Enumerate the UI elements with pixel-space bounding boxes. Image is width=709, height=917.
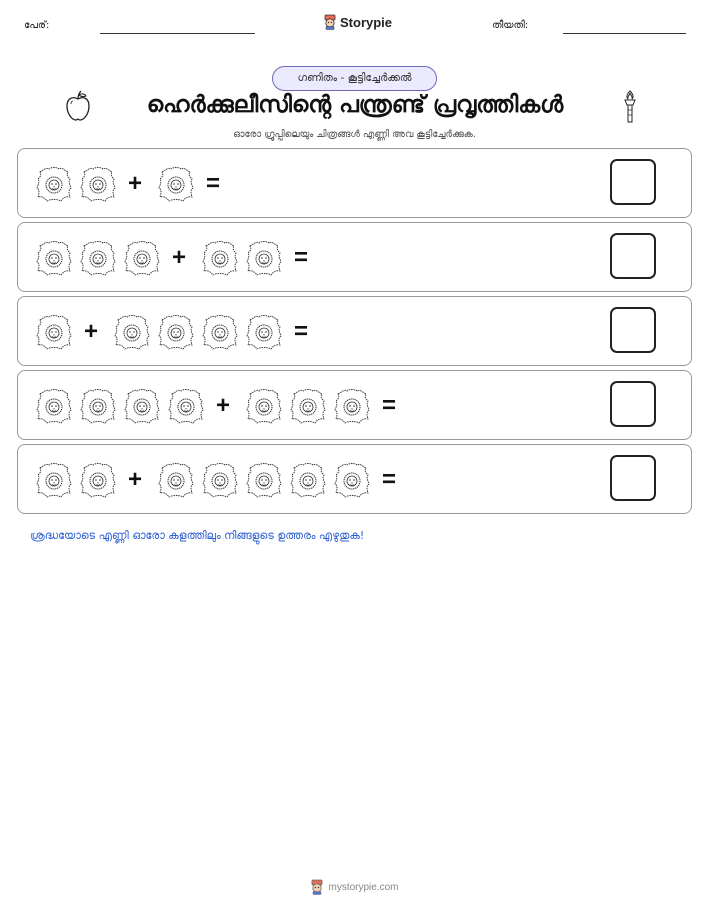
lion-pelt-icon: [122, 238, 162, 278]
equals-sign: =: [206, 170, 221, 197]
answer-box[interactable]: [610, 159, 656, 205]
date-field-line[interactable]: [563, 33, 686, 34]
worksheet-header: [0, 14, 709, 38]
lion-pelt-icon: [34, 460, 74, 500]
site-url[interactable]: mystorypie.com: [328, 881, 399, 893]
storypie-mascot-icon: [310, 879, 324, 895]
lion-pelt-icon: [288, 460, 328, 500]
name-field-line[interactable]: [100, 33, 255, 34]
lion-pelt-icon: [200, 312, 240, 352]
lion-pelt-icon: [34, 386, 74, 426]
lion-pelt-icon: [156, 460, 196, 500]
lion-pelt-icon: [166, 386, 206, 426]
date-label: തീയതി:: [492, 20, 529, 31]
brand-name: Storypie: [340, 14, 393, 30]
lion-pelt-icon: [122, 386, 162, 426]
lion-pelt-icon: [112, 312, 152, 352]
lion-pelt-icon: [332, 460, 372, 500]
plus-sign: +: [128, 170, 143, 197]
equals-sign: =: [294, 244, 309, 271]
lion-pelt-icon: [244, 238, 284, 278]
title-row: [0, 88, 709, 126]
problem-row: [17, 296, 692, 366]
lion-pelt-icon: [244, 460, 284, 500]
site-footer: [0, 879, 709, 895]
lion-pelt-icon: [78, 238, 118, 278]
problem-equation: [34, 297, 322, 367]
footer-note: ശ്രദ്ധയോടെ എണ്ണി ഓരോ കളത്തിലും നിങ്ങളുടെ ഉത്തരം എഴുതുക!: [30, 529, 365, 542]
lion-pelt-icon: [78, 460, 118, 500]
lion-pelt-icon: [244, 312, 284, 352]
problem-equation: [34, 445, 410, 515]
lion-pelt-icon: [34, 238, 74, 278]
lion-pelt-icon: [34, 312, 74, 352]
lion-pelt-icon: [200, 460, 240, 500]
plus-sign: +: [172, 244, 187, 271]
answer-box[interactable]: [610, 455, 656, 501]
lion-pelt-icon: [156, 164, 196, 204]
plus-sign: +: [128, 466, 143, 493]
lion-pelt-icon: [200, 238, 240, 278]
lion-pelt-icon: [78, 386, 118, 426]
answer-box[interactable]: [610, 381, 656, 427]
answer-box[interactable]: [610, 307, 656, 353]
brand-logo: [323, 14, 392, 30]
problem-equation: [34, 149, 234, 219]
answer-box[interactable]: [610, 233, 656, 279]
name-label: പേര്:: [24, 20, 50, 31]
problem-row: [17, 148, 692, 218]
lion-pelt-icon: [332, 386, 372, 426]
lion-pelt-icon: [34, 164, 74, 204]
torch-icon: [622, 90, 638, 124]
lion-pelt-icon: [288, 386, 328, 426]
problem-row: [17, 222, 692, 292]
problem-row: [17, 370, 692, 440]
page-title: ഹെർക്കുലീസിന്റെ പന്ത്രണ്ട് പ്രവൃത്തികൾ: [146, 92, 564, 118]
apple-icon: [64, 90, 92, 122]
plus-sign: +: [216, 392, 231, 419]
problem-equation: [34, 223, 322, 293]
lion-pelt-icon: [156, 312, 196, 352]
plus-sign: +: [84, 318, 99, 345]
equals-sign: =: [382, 466, 397, 493]
storypie-mascot-icon: [323, 14, 337, 30]
lion-pelt-icon: [244, 386, 284, 426]
problem-row: [17, 444, 692, 514]
problem-equation: [34, 371, 410, 441]
instructions: ഓരോ ഗ്രൂപ്പിലെയും ചിത്രങ്ങൾ എണ്ണി അവ കൂട്ടിച്ചേർക്കുക.: [233, 129, 476, 140]
equals-sign: =: [382, 392, 397, 419]
equals-sign: =: [294, 318, 309, 345]
lion-pelt-icon: [78, 164, 118, 204]
subject-badge: ഗണിതം - കൂട്ടിച്ചേർക്കൽ: [272, 66, 437, 91]
